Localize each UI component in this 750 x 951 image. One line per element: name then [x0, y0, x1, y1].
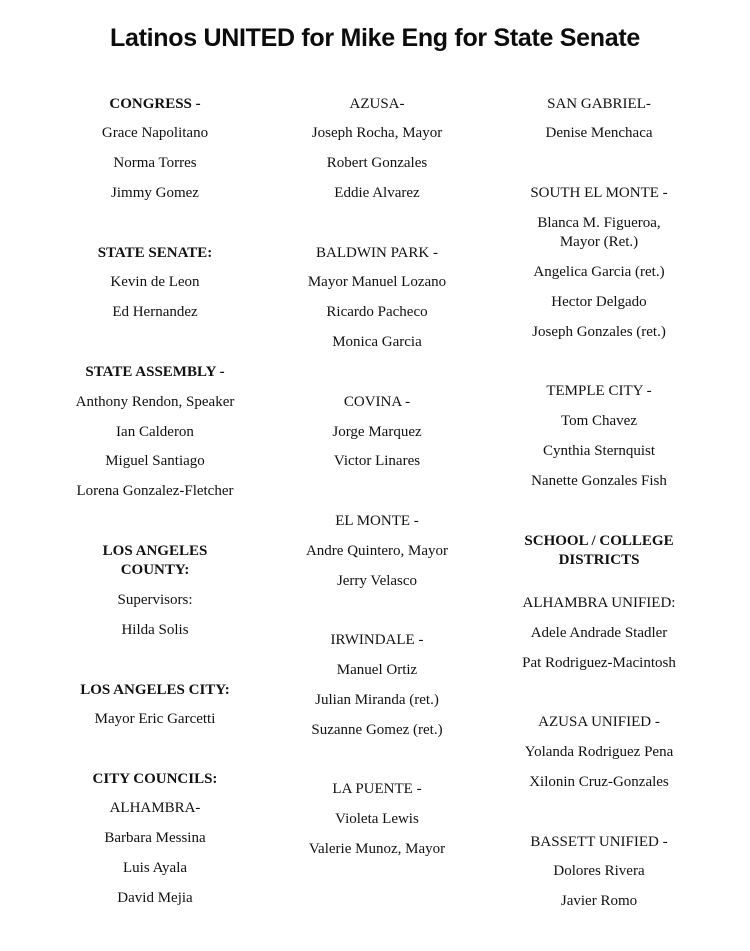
endorser-name: Jimmy Gomez [111, 185, 199, 201]
section-heading: BASSETT UNIFIED - [530, 834, 668, 850]
endorser-name: Pat Rodriguez-Macintosh [522, 655, 676, 671]
section-heading: LOS ANGELES CITY: [80, 682, 230, 698]
endorser-name: Anthony Rendon, Speaker [75, 394, 235, 410]
endorser-name: Victor Linares [333, 453, 421, 469]
endorser-name: Violeta Lewis [335, 811, 419, 827]
section-heading: AZUSA UNIFIED - [538, 714, 660, 730]
endorser-name: Valerie Munoz, Mayor [308, 841, 446, 857]
endorser-name: Kevin de Leon [110, 274, 200, 290]
section-heading: ALHAMBRA UNIFIED: [522, 595, 676, 611]
section-heading: AZUSA- [349, 96, 405, 112]
section-heading: STATE SENATE: [97, 245, 213, 261]
endorser-name: Yolanda Rodriguez Pena [524, 744, 674, 760]
section-heading: COUNTY: [120, 562, 190, 578]
endorser-name: Supervisors: [117, 592, 193, 608]
endorser-name: Julian Miranda (ret.) [315, 692, 439, 708]
section-heading: STATE ASSEMBLY - [85, 364, 225, 380]
endorsement-column-2 [258, 0, 496, 951]
endorser-name: Manuel Ortiz [336, 662, 418, 678]
endorser-name: Angelica Garcia (ret.) [533, 264, 665, 280]
endorser-name: Jorge Marquez [332, 424, 422, 440]
section-heading: ALHAMBRA- [109, 800, 201, 816]
endorser-name: Nanette Gonzales Fish [531, 473, 667, 489]
endorser-name: Luis Ayala [122, 860, 188, 876]
endorser-name: Blanca M. Figueroa, [537, 215, 661, 231]
section-heading: DISTRICTS [558, 552, 640, 568]
endorser-name: Grace Napolitano [101, 125, 209, 141]
endorser-name: Mayor (Ret.) [559, 234, 639, 250]
endorsement-column-1 [36, 0, 274, 951]
endorser-name: Mayor Eric Garcetti [94, 711, 216, 727]
endorsement-column-3 [480, 0, 718, 951]
section-heading: SOUTH EL MONTE - [530, 185, 668, 201]
section-heading: COVINA - [343, 394, 411, 410]
section-heading: CONGRESS - [109, 96, 201, 112]
endorser-name: Andre Quintero, Mayor [305, 543, 449, 559]
endorser-name: Ed Hernandez [112, 304, 198, 320]
endorser-name: Eddie Alvarez [334, 185, 420, 201]
endorser-name: Miguel Santiago [105, 453, 205, 469]
endorser-name: Suzanne Gomez (ret.) [311, 722, 443, 738]
endorser-name: Barbara Messina [104, 830, 206, 846]
section-heading: TEMPLE CITY - [546, 383, 652, 399]
section-heading: IRWINDALE - [330, 632, 424, 648]
endorser-name: Hilda Solis [121, 622, 189, 638]
endorser-name: Joseph Rocha, Mayor [311, 125, 443, 141]
endorser-name: Lorena Gonzalez-Fletcher [76, 483, 234, 499]
section-heading: BALDWIN PARK - [316, 245, 438, 261]
endorser-name: Javier Romo [560, 893, 638, 909]
section-heading: SAN GABRIEL- [547, 96, 651, 112]
endorser-name: Xilonin Cruz-Gonzales [529, 774, 669, 790]
section-heading: EL MONTE - [335, 513, 419, 529]
section-heading: CITY COUNCILS: [92, 771, 218, 787]
endorser-name: Dolores Rivera [553, 863, 645, 879]
endorser-name: Jerry Velasco [336, 573, 418, 589]
endorser-name: Robert Gonzales [326, 155, 428, 171]
endorser-name: Denise Menchaca [545, 125, 653, 141]
endorser-name: Ian Calderon [116, 424, 194, 440]
endorser-name: Ricardo Pacheco [326, 304, 428, 320]
section-heading: LA PUENTE - [332, 781, 422, 797]
endorser-name: Monica Garcia [332, 334, 422, 350]
endorser-name: Joseph Gonzales (ret.) [532, 324, 666, 340]
endorser-name: David Mejia [117, 890, 193, 906]
endorser-name: Cynthia Sternquist [542, 443, 656, 459]
endorser-name: Hector Delgado [551, 294, 647, 310]
section-heading: LOS ANGELES [102, 543, 208, 559]
endorser-name: Mayor Manuel Lozano [307, 274, 447, 290]
endorser-name: Norma Torres [113, 155, 197, 171]
endorser-name: Adele Andrade Stadler [530, 625, 668, 641]
section-heading: SCHOOL / COLLEGE [524, 533, 674, 549]
page-title: Latinos UNITED for Mike Eng for State Senate [110, 24, 640, 52]
endorser-name: Tom Chavez [560, 413, 637, 429]
